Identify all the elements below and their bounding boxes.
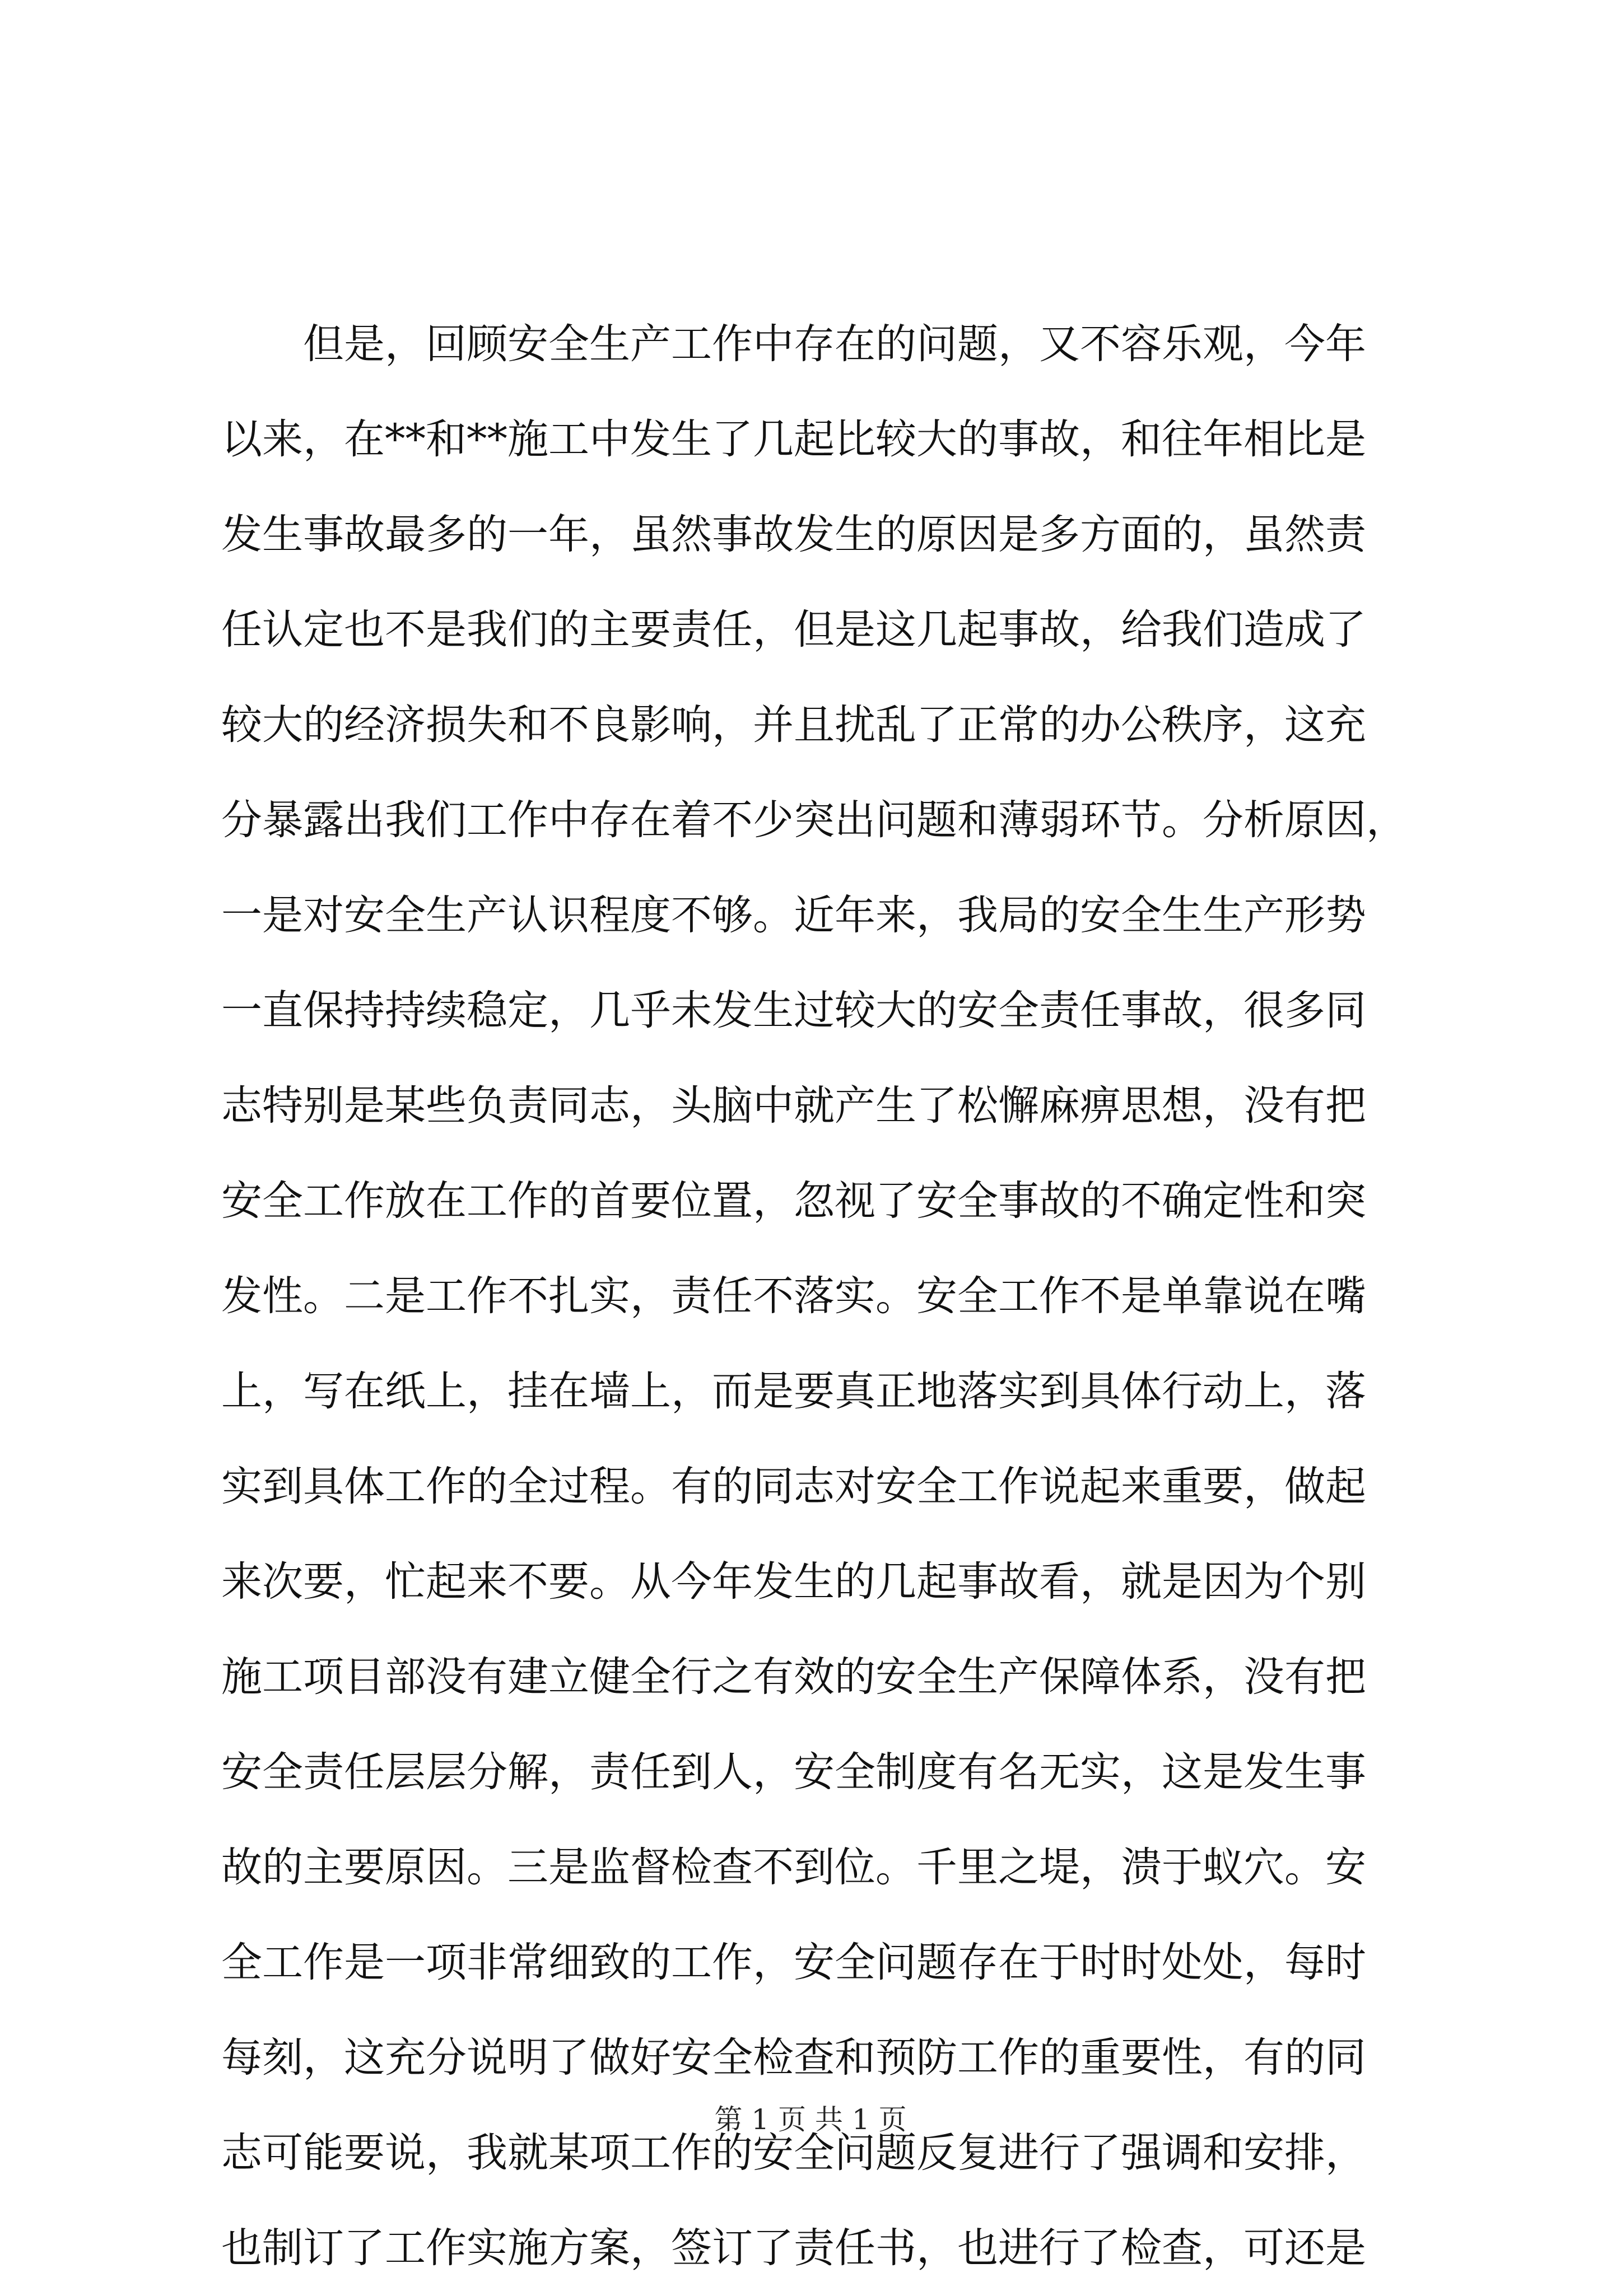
text-line: 发生事故最多的一年，虽然事故发生的原因是多方面的，虽然责 [221, 511, 1366, 558]
text-line: 一直保持持续稳定，几乎未发生过较大的安全责任事故，很多同 [221, 987, 1366, 1034]
page-footer [0, 2100, 1621, 2139]
text-line: 故的主要原因。三是监督检查不到位。千里之堤，溃于蚁穴。安 [221, 1844, 1366, 1891]
text-line: 以来，在**和**施工中发生了几起比较大的事故，和往年相比是 [221, 416, 1366, 463]
text-line: 但是，回顾安全生产工作中存在的问题，又不容乐观，今年 [303, 320, 1366, 368]
text-line: 来次要，忙起来不要。从今年发生的几起事故看，就是因为个别 [221, 1558, 1366, 1606]
text-line: 实到具体工作的全过程。有的同志对安全工作说起来重要，做起 [221, 1463, 1366, 1510]
text-line: 较大的经济损失和不良影响，并且扰乱了正常的办公秩序，这充 [221, 701, 1366, 749]
text-line: 安全工作放在工作的首要位置，忽视了安全事故的不确定性和突 [221, 1177, 1366, 1225]
text-line: 安全责任层层分解，责任到人，安全制度有名无实，这是发生事 [221, 1748, 1366, 1796]
text-line: 上，写在纸上，挂在墙上，而是要真正地落实到具体行动上，落 [221, 1368, 1366, 1415]
text-line: 志特别是某些负责同志，头脑中就产生了松懈麻痹思想，没有把 [221, 1082, 1366, 1130]
text-line: 施工项目部没有建立健全行之有效的安全生产保障体系，没有把 [221, 1653, 1366, 1701]
page-number-label: 第 1 页 共 1 页 [714, 2103, 907, 2136]
text-line: 发性。二是工作不扎实，责任不落实。安全工作不是单靠说在嘴 [221, 1272, 1366, 1320]
text-line: 也制订了工作实施方案，签订了责任书，也进行了检查，可还是 [221, 2224, 1366, 2272]
text-line: 一是对安全生产认识程度不够。近年来，我局的安全生生产形势 [221, 892, 1366, 939]
text-line: 全工作是一项非常细致的工作，安全问题存在于时时处处，每时 [221, 1939, 1366, 1986]
text-line: 分暴露出我们工作中存在着不少突出问题和薄弱环节。分析原因， [221, 796, 1407, 844]
body-paragraph [221, 297, 1409, 2296]
text-line: 每刻，这充分说明了做好安全检查和预防工作的重要性，有的同 [221, 2034, 1366, 2082]
text-line: 志可能要说，我就某项工作的安全问题反复进行了强调和安排， [221, 2129, 1366, 2177]
text-line: 任认定也不是我们的主要责任，但是这几起事故，给我们造成了 [221, 606, 1366, 654]
